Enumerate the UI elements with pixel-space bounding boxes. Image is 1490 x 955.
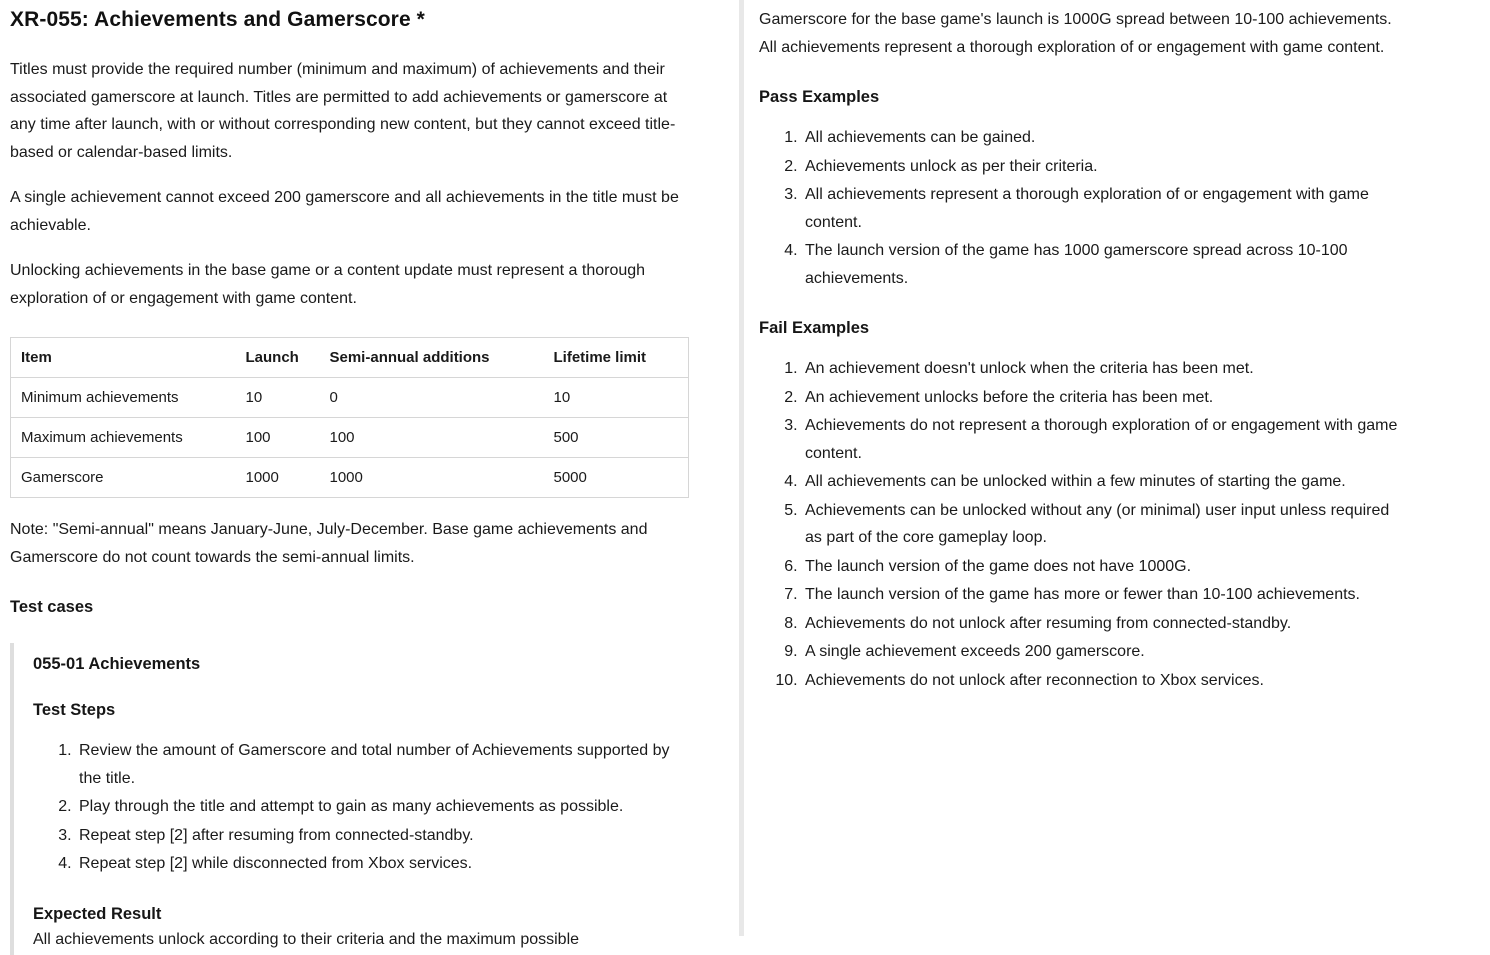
list-item: 4. Repeat step [2] while disconnected from Xbox services.: [76, 850, 689, 878]
list-item: 3. All achievements represent a thorough exploration of or engagement with game content.: [802, 181, 1402, 236]
list-item: 6. The launch version of the game does not have 1000G.: [802, 553, 1402, 581]
list-item: 4. All achievements can be unlocked within a few minutes of starting the game.: [802, 468, 1402, 496]
table-cell: Gamerscore: [21, 469, 104, 486]
expected-result-text: All achievements unlock according to their criteria and the maximum possible: [33, 930, 580, 948]
pass-examples-list: [759, 124, 1402, 292]
test-cases-heading: Test cases: [10, 598, 94, 616]
table-header-cell: Launch: [245, 349, 299, 366]
table-cell: 10: [245, 389, 263, 406]
gamerscore-intro-paragraph: Gamerscore for the base game's launch is 1000G spread between 10-100 achievements. All achievements represent a thorough exploration of or engagement with game content.: [759, 11, 1392, 56]
table-cell: 500: [553, 429, 579, 446]
pass-examples-heading: Pass Examples: [759, 88, 880, 106]
test-steps-heading: Test Steps: [33, 701, 116, 719]
expected-result-heading: Expected Result: [33, 904, 162, 923]
test-case-title: 055-01 Achievements: [33, 655, 201, 673]
list-item: 3. Achievements do not represent a thorough exploration of or engagement with game content.: [802, 412, 1402, 467]
table-body: [11, 378, 689, 498]
table-header-cell: Semi-annual additions: [329, 349, 490, 366]
list-item: 3. Repeat step [2] after resuming from connected-standby.: [76, 822, 689, 850]
table-cell: 10: [553, 389, 571, 406]
right-column: [744, 0, 1490, 936]
paragraph-unlocking: Unlocking achievements in the base game or a content update must represent a thorough exploration of or engagement with game content.: [10, 262, 646, 307]
list-item: 8. Achievements do not unlock after resuming from connected-standby.: [802, 610, 1402, 638]
list-item: 10. Achievements do not unlock after reconnection to Xbox services.: [802, 667, 1402, 695]
note-paragraph: Note: "Semi-annual" means January-June, July-December. Base game achievements and Gamerscore do not count towards the semi-annual limits.: [10, 521, 648, 566]
list-item: 5. Achievements can be unlocked without any (or minimal) user input unless required as part of the core gameplay loop.: [802, 497, 1402, 552]
table-row: [11, 458, 689, 498]
table-cell: 0: [329, 389, 338, 406]
list-item: 1. Review the amount of Gamerscore and total number of Achievements supported by the title.: [76, 737, 689, 792]
table-row: [11, 378, 689, 418]
left-column: [0, 0, 739, 948]
table-cell: 1000: [329, 469, 363, 486]
list-item: 4. The launch version of the game has 1000 gamerscore spread across 10-100 achievements.: [802, 237, 1402, 292]
table-cell: 1000: [245, 469, 279, 486]
test-steps-list: [33, 737, 689, 878]
page-title: XR-055: Achievements and Gamerscore *: [10, 8, 425, 31]
table-header-row: [11, 338, 689, 378]
table-cell: 5000: [553, 469, 587, 486]
list-item: 2. An achievement unlocks before the criteria has been met.: [802, 384, 1402, 412]
table-cell: 100: [245, 429, 271, 446]
table-cell: Maximum achievements: [21, 429, 183, 446]
test-case-block: [10, 643, 689, 955]
requirements-table: [10, 337, 689, 498]
paragraph-single-achievement: A single achievement cannot exceed 200 gamerscore and all achievements in the title must be achievable.: [10, 189, 679, 234]
paragraph-requirements: Titles must provide the required number (minimum and maximum) of achievements and their associated gamerscore at launch. Titles are permitted to add achievements or gamerscore at any time after launch, with or without corresponding new content, but they cannot exceed title-based or calendar-based limits.: [10, 61, 676, 161]
fail-examples-list: [759, 355, 1402, 694]
list-item: 9. A single achievement exceeds 200 gamerscore.: [802, 638, 1402, 666]
list-item: 2. Play through the title and attempt to gain as many achievements as possible.: [76, 793, 689, 821]
list-item: 1. An achievement doesn't unlock when the criteria has been met.: [802, 355, 1402, 383]
table-cell: 100: [329, 429, 355, 446]
list-item: 1. All achievements can be gained.: [802, 124, 1402, 152]
table-row: [11, 418, 689, 458]
list-item: 2. Achievements unlock as per their criteria.: [802, 153, 1402, 181]
fail-examples-heading: Fail Examples: [759, 319, 870, 337]
table-header-cell: Item: [21, 349, 52, 366]
list-item: 7. The launch version of the game has more or fewer than 10-100 achievements.: [802, 581, 1402, 609]
table-header-cell: Lifetime limit: [553, 349, 647, 366]
table-cell: Minimum achievements: [21, 389, 179, 406]
